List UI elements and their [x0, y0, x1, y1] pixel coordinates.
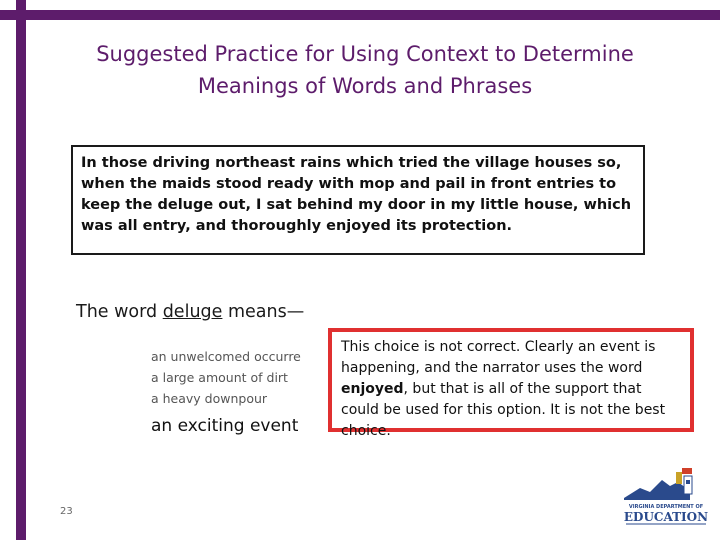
question-word: deluge [162, 302, 223, 322]
choice-2[interactable]: a large amount of dirt [151, 370, 288, 385]
feedback-bold-word: enjoyed [341, 381, 404, 397]
question-suffix: means— [222, 302, 305, 322]
page-number: 23 [60, 506, 73, 517]
title-line-2: Meanings of Words and Phrases [197, 74, 533, 98]
slide-title [40, 38, 690, 102]
choice-3[interactable]: a heavy downpour [151, 391, 268, 406]
answer-choices [151, 346, 301, 440]
vdoe-logo-icon [620, 466, 712, 530]
choice-1[interactable]: an unwelcomed occurre [151, 349, 301, 364]
question-prefix: The word [76, 302, 163, 322]
logo-text-top: VIRGINIA DEPARTMENT OF [628, 504, 704, 510]
top-accent-bar [0, 10, 720, 20]
feedback-popup [328, 328, 694, 439]
passage-text: In those driving northeast rains which tried the village houses so, when the maids stood ready with mop and pail in front entries to keep the deluge out, I sat behind my door in my little house, which was all entry, and thoroughly enjoyed its protection. [81, 155, 632, 234]
title-line-1: Suggested Practice for Using Context to Determine [96, 42, 634, 66]
passage-box [71, 145, 645, 255]
feedback-text-1: This choice is not correct. Clearly an event is happening, and the narrator uses the word [341, 339, 656, 376]
feedback-text-2: , but that is all of the support that could be used for this option. It is not the best choice. [341, 381, 666, 439]
question-stem [76, 301, 304, 323]
logo-text-bottom: EDUCATION [623, 510, 709, 524]
choice-4-selected[interactable]: an exciting event [151, 416, 299, 436]
left-accent-bar [16, 0, 26, 540]
